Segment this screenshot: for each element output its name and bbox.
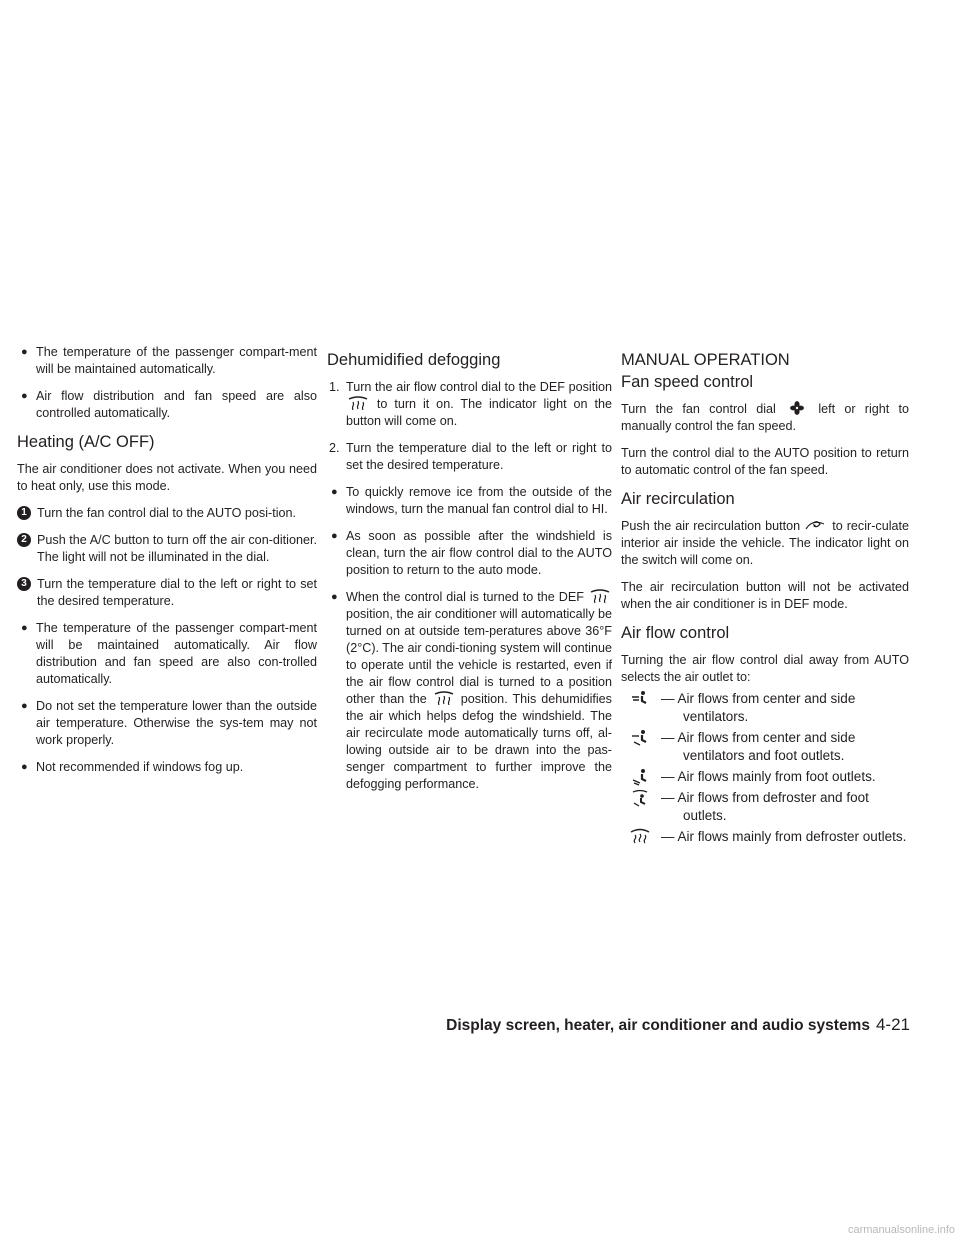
recirculation-icon: [804, 518, 828, 532]
paragraph: The air recirculation button will not be activated when the air conditioner is in DEF mode.: [621, 580, 909, 611]
section-heading: Air flow control: [621, 624, 730, 642]
vent-face-icon: [629, 690, 651, 708]
section-heading: Fan speed control: [621, 373, 754, 391]
page-footer: [440, 1015, 910, 1035]
page-number: 4-21: [875, 1015, 910, 1034]
footer-section-title: Display screen, heater, air conditioner and audio systems: [446, 1017, 870, 1034]
column-right: [621, 344, 909, 849]
defrost-icon: [588, 589, 612, 603]
section-heading: Dehumidified defogging: [327, 351, 501, 369]
vent-foot-icon: [629, 768, 651, 786]
step-number-badge: 1: [17, 506, 31, 520]
vent-bilevel-icon: [629, 729, 651, 747]
list-item: ● The temperature of the passenger compart-ment will be maintained automatically. Air flow distribution and fan speed are also con-trolled automatically.: [21, 621, 317, 686]
list-item: ● Do not set the temperature lower than the outside air temperature. Otherwise the sys-tem may not work properly.: [21, 699, 317, 747]
vent-foot-defrost-icon: [629, 789, 651, 807]
step-item: 3 Turn the temperature dial to the left or right to set the desired temperature.: [17, 576, 317, 610]
paragraph: Turn the fan control dial left or right to manually control the fan speed.: [621, 402, 910, 433]
list-item: — Air flows from center and side ventilators and foot outlets.: [621, 729, 909, 765]
list-item: 2. Turn the temperature dial to the left or right to set the desired temperature.: [329, 441, 612, 472]
list-item: — Air flows mainly from defroster outlets.: [621, 828, 909, 846]
list-item: ● Air flow distribution and fan speed are also controlled automatically.: [21, 389, 317, 420]
paragraph: Turn the control dial to the AUTO position to return to automatic control of the fan speed.: [621, 446, 909, 477]
list-item: — Air flows from center and side ventilators.: [621, 690, 909, 726]
step-number-badge: 3: [17, 577, 31, 591]
defrost-icon: [432, 691, 456, 705]
list-item: ● Not recommended if windows fog up.: [21, 760, 244, 774]
watermark: carmanualsonline.info: [847, 1224, 955, 1236]
step-number-badge: 2: [17, 533, 31, 547]
list-item: ● As soon as possible after the windshield is clean, turn the air flow control dial to the AUTO position to return to the auto mode.: [331, 529, 612, 577]
list-item: ● The temperature of the passenger compart-ment will be maintained automatically.: [21, 345, 317, 376]
page-title: MANUAL OPERATION: [621, 351, 790, 369]
paragraph: Turning the air flow control dial away from AUTO selects the air outlet to:: [621, 653, 909, 684]
list-item: ● To quickly remove ice from the outside of the windows, turn the manual fan control dial to HI.: [331, 485, 612, 516]
paragraph: Push the air recirculation button to recir-culate interior air inside the vehicle. The indicator light on the switch will come on.: [621, 519, 910, 567]
list-item: — Air flows from defroster and foot outlets.: [621, 789, 909, 825]
defrost-icon: [346, 396, 370, 410]
list-item: — Air flows mainly from foot outlets.: [621, 768, 909, 786]
step-item: 1 Turn the fan control dial to the AUTO posi-tion.: [17, 505, 317, 522]
paragraph: The air conditioner does not activate. When you need to heat only, use this mode.: [17, 462, 317, 493]
column-middle: [327, 344, 612, 803]
list-item: ● When the control dial is turned to the DEF position, the air conditioner will automatically be turned on at outside tem-peratures above 36°F (2°C). The air condi-tioning system will continue to operate until the vehicle is restarted, even if the air flow control dial is turned to a position other than the position. This dehumidifies the air which helps defog the windshield. The air recirculate mode automatically turns off, al-lowing outside air to be drawn into the pas-senger compartment to further improve the defogging performance.: [331, 590, 613, 791]
column-left: [17, 344, 317, 786]
fan-icon: [785, 401, 809, 415]
section-heading: Air recirculation: [621, 490, 735, 508]
section-heading: Heating (A/C OFF): [17, 433, 155, 451]
defrost-icon: [629, 828, 651, 846]
list-item: 1. Turn the air flow control dial to the DEF position to turn it on. The indicator light on the button will come on.: [329, 380, 612, 428]
step-item: 2 Push the A/C button to turn off the air con-ditioner. The light will not be illuminated in the dial.: [17, 532, 317, 566]
